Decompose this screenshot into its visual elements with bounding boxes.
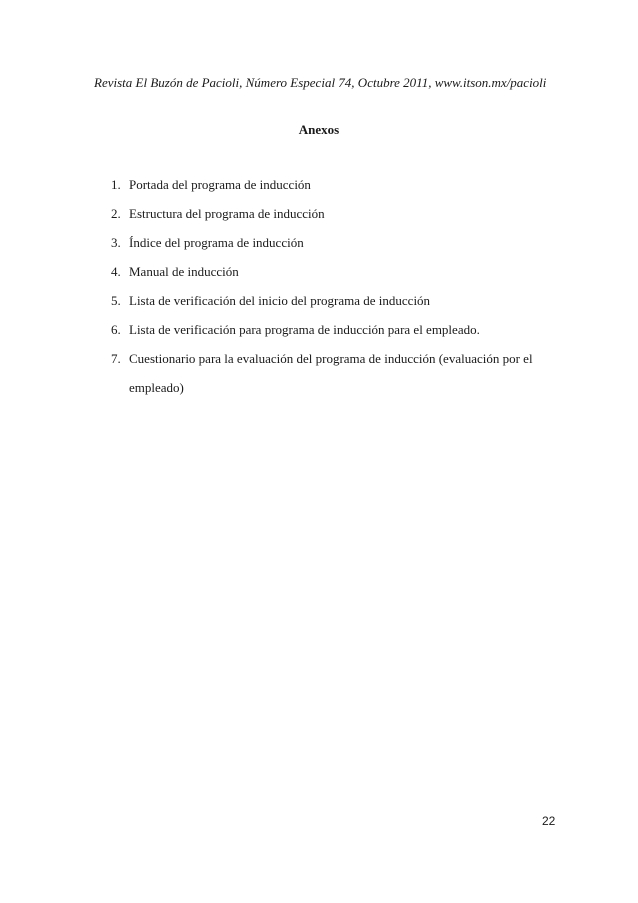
annex-list: [94, 170, 534, 402]
list-item-text: Índice del programa de inducción: [129, 235, 304, 250]
list-item-number: 3.: [111, 235, 121, 250]
list-item-number: 7.: [111, 351, 121, 366]
list-item: [94, 199, 534, 228]
list-item-number: 5.: [111, 293, 121, 308]
list-item-number: 6.: [111, 322, 121, 337]
list-item: [94, 315, 534, 344]
list-item-text: Lista de verificación para programa de inducción para el empleado.: [129, 322, 480, 337]
page-number: 22: [542, 814, 556, 828]
list-item-text: Manual de inducción: [129, 264, 239, 279]
list-item-number: 2.: [111, 206, 121, 221]
list-item-text: Portada del programa de inducción: [129, 177, 311, 192]
section-title: Anexos: [298, 122, 340, 137]
list-item-text: Estructura del programa de inducción: [129, 206, 325, 221]
list-item: [94, 344, 534, 402]
list-item-text: Lista de verificación del inicio del programa de inducción: [129, 293, 431, 308]
list-item: [94, 257, 534, 286]
running-header: Revista El Buzón de Pacioli, Número Especial 74, Octubre 2011, www.itson.mx/pacioli: [94, 75, 547, 90]
list-item: [94, 286, 534, 315]
list-item: [94, 228, 534, 257]
list-item-text: Cuestionario para la evaluación del programa de inducción (evaluación por el empleado): [129, 351, 533, 395]
list-item: [94, 170, 534, 199]
list-item-number: 1.: [111, 177, 121, 192]
list-item-number: 4.: [111, 264, 121, 279]
